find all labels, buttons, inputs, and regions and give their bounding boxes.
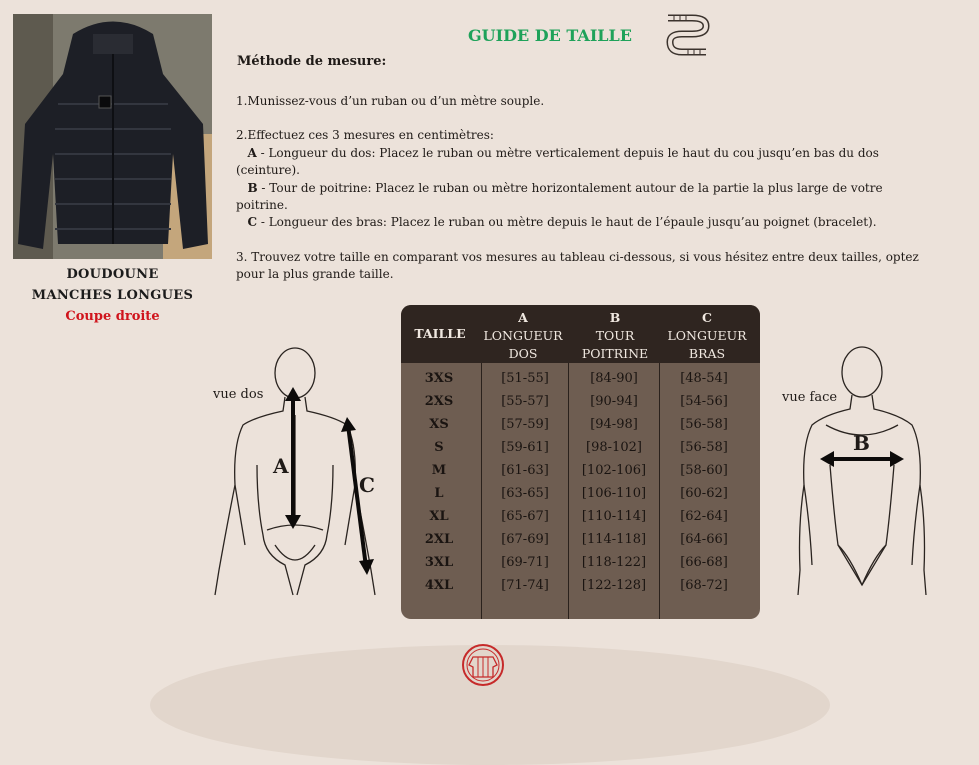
method-title: Méthode de mesure: xyxy=(237,54,387,69)
arm-length-cell: [58-60] xyxy=(680,463,728,478)
header-c-key: C xyxy=(702,310,712,325)
measure-b-key: B xyxy=(247,181,258,195)
header-b-line1: TOUR xyxy=(595,328,635,343)
header-b-line2: POITRINE xyxy=(581,346,649,361)
header-a-line2: DOS xyxy=(508,346,538,361)
marker-a: A xyxy=(273,454,289,478)
brand-logo-icon xyxy=(461,643,505,687)
length-back-cell: [71-74] xyxy=(501,578,549,593)
column-divider xyxy=(659,363,660,619)
size-cell: L xyxy=(434,486,444,501)
product-fit: Coupe droite xyxy=(65,309,160,324)
chest-cell: [90-94] xyxy=(590,394,638,409)
chest-cell: [102-106] xyxy=(581,463,647,478)
measure-a xyxy=(236,145,936,162)
marker-b: B xyxy=(853,431,870,455)
length-back-cell: [59-61] xyxy=(501,440,549,455)
size-cell: 2XS xyxy=(424,394,454,409)
length-back-cell: [61-63] xyxy=(501,463,549,478)
step-2: 2.Effectuez ces 3 mesures en centimètres: xyxy=(236,128,494,142)
size-cell: M xyxy=(431,463,447,478)
chest-cell: [118-122] xyxy=(581,555,647,570)
marker-c: C xyxy=(359,473,375,497)
measure-a-key: A xyxy=(247,146,257,160)
length-back-cell: [63-65] xyxy=(501,486,549,501)
arm-length-cell: [54-56] xyxy=(680,394,728,409)
size-cell: XL xyxy=(429,509,449,524)
arm-length-cell: [66-68] xyxy=(680,555,728,570)
arm-length-cell: [60-62] xyxy=(680,486,728,501)
length-back-cell: [55-57] xyxy=(501,394,549,409)
header-c-line2: BRAS xyxy=(688,346,726,361)
size-cell: XS xyxy=(429,417,449,432)
header-c-line1: LONGUEUR xyxy=(667,328,747,343)
arm-length-cell: [64-66] xyxy=(680,532,728,547)
arm-length-cell: [56-58] xyxy=(680,417,728,432)
arm-length-cell: [62-64] xyxy=(680,509,728,524)
header-b-key: B xyxy=(609,310,621,325)
measure-b-text: - Tour de poitrine: Placez le ruban ou mètre horizontalement autour de la partie la plus large de votre xyxy=(257,181,883,195)
header-a-line1: LONGUEUR xyxy=(483,328,563,343)
measure-a-text: - Longueur du dos: Placez le ruban ou mètre verticalement depuis le haut du cou jusqu’en bas du dos xyxy=(256,146,879,160)
length-back-cell: [51-55] xyxy=(501,371,549,386)
measure-b-cont: poitrine. xyxy=(236,198,288,212)
guide-title: GUIDE DE TAILLE xyxy=(467,26,632,45)
header-a-key: A xyxy=(518,310,528,325)
header-c xyxy=(659,309,755,363)
step-1: 1.Munissez-vous d’un ruban ou d’un mètre souple. xyxy=(236,94,545,108)
arm-length-cell: [48-54] xyxy=(680,371,728,386)
front-view-label: vue face xyxy=(782,390,838,405)
size-cell: 2XL xyxy=(424,532,454,547)
chest-cell: [84-90] xyxy=(590,371,638,386)
chest-cell: [114-118] xyxy=(581,532,647,547)
step-3-line2: pour la plus grande taille. xyxy=(236,267,394,281)
header-a xyxy=(479,309,567,363)
step-3-line1: 3. Trouvez votre taille en comparant vos mesures au tableau ci-dessous, si vous hésitez entre deux tailles, optez xyxy=(236,250,919,264)
size-table xyxy=(401,305,760,619)
arm-length-cell: [56-58] xyxy=(680,440,728,455)
product-name-line1: DOUDOUNE xyxy=(66,267,159,282)
size-cell: 3XL xyxy=(424,555,454,570)
measure-c-text: - Longueur des bras: Placez le ruban ou mètre depuis le haut de l’épaule jusqu’au poignet (bracelet). xyxy=(257,215,877,229)
length-back-cell: [65-67] xyxy=(501,509,549,524)
measure-a-cont: (ceinture). xyxy=(236,163,300,177)
header-b xyxy=(571,309,659,363)
measure-c xyxy=(236,214,936,231)
length-back-cell: [67-69] xyxy=(501,532,549,547)
length-back-cell: [69-71] xyxy=(501,555,549,570)
back-view-label: vue dos xyxy=(213,387,264,402)
chest-cell: [106-110] xyxy=(581,486,647,501)
size-cell: S xyxy=(434,440,444,455)
measure-b xyxy=(236,180,936,197)
chest-cell: [110-114] xyxy=(581,509,647,524)
chest-cell: [122-128] xyxy=(581,578,647,593)
measure-c-key: C xyxy=(247,215,258,229)
length-back-cell: [57-59] xyxy=(501,417,549,432)
header-taille: TAILLE xyxy=(414,326,466,341)
front-view-figure xyxy=(790,345,960,607)
measuring-tape-icon xyxy=(662,12,712,60)
column-divider xyxy=(481,363,482,619)
chest-cell: [94-98] xyxy=(590,417,638,432)
product-photo xyxy=(13,14,212,259)
product-name-line2: MANCHES LONGUES xyxy=(31,288,194,303)
size-cell: 3XS xyxy=(424,371,454,386)
chest-cell: [98-102] xyxy=(586,440,642,455)
size-cell: 4XL xyxy=(424,578,454,593)
arm-length-cell: [68-72] xyxy=(680,578,728,593)
